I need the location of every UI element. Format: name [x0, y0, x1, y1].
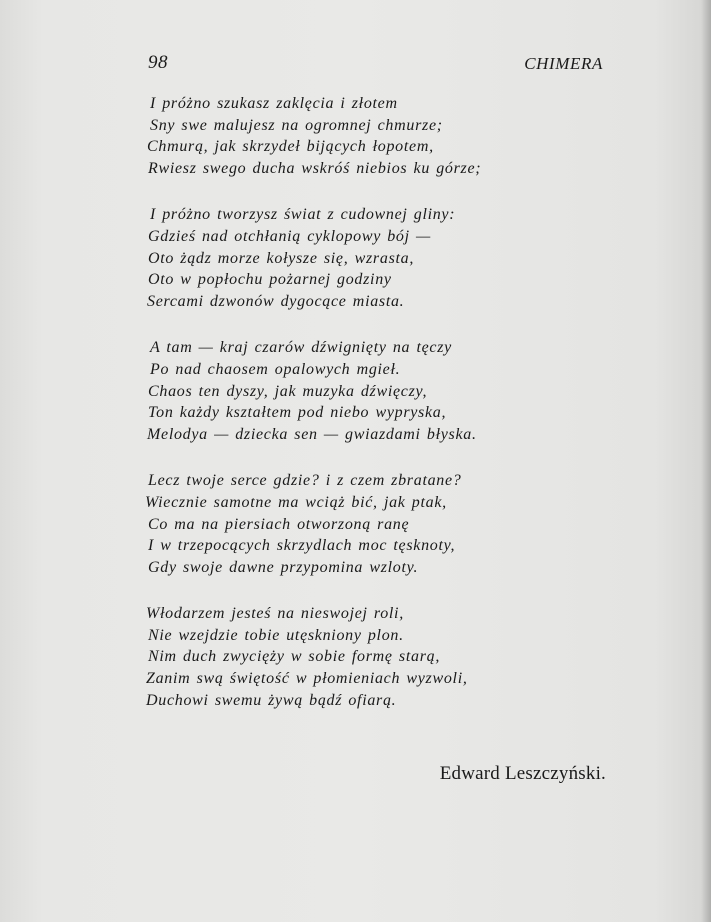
- poem-line: Chaos ten dyszy, jak muzyka dźwięczy,: [148, 382, 428, 400]
- poem-line: Ton każdy kształtem pod niebo wypryska,: [148, 404, 447, 422]
- poem-line: Sny swe malujesz na ogromnej chmurze;: [150, 116, 443, 134]
- poem-line: Melodya — dziecka sen — gwiazdami błyska.: [147, 425, 477, 443]
- poem-line: Duchowi swemu żywą bądź ofiarą.: [146, 691, 397, 709]
- poem-line: Lecz twoje serce gdzie? i z czem zbratane?: [148, 472, 462, 490]
- poem-line: Chmurą, jak skrzydeł bijących łopotem,: [147, 138, 434, 156]
- author-signature: Edward Leszczyński.: [439, 763, 606, 784]
- poem-line: I w trzepocących skrzydlach moc tęsknoty,: [148, 537, 456, 555]
- running-head: CHIMERA: [524, 54, 603, 73]
- poem-line: I próżno szukasz zaklęcia i złotem: [150, 95, 398, 112]
- poem-line: Wiecznie samotne ma wciąż bić, jak ptak,: [145, 493, 447, 511]
- stanza-4: [0, 470, 711, 578]
- poem-line: Włodarzem jesteś na nieswojej roli,: [146, 605, 404, 623]
- poem-line: Gdy swoje dawne przypomina wzloty.: [148, 558, 419, 576]
- stanza-3: [0, 337, 711, 445]
- poem-line: Po nad chaosem opalowych mgieł.: [150, 360, 401, 378]
- stanza-5: [0, 603, 711, 711]
- poem: [0, 93, 711, 736]
- stanza-2: [0, 204, 711, 312]
- poem-line: I próżno tworzysz świat z cudownej gliny:: [150, 206, 456, 224]
- poem-line: Nie wzejdzie tobie utęskniony plon.: [148, 626, 404, 644]
- stanza-1: [0, 93, 711, 179]
- poem-line: Nim duch zwycięży w sobie formę starą,: [148, 648, 441, 666]
- poem-line: Zanim swą świętość w płomieniach wyzwoli,: [146, 670, 468, 688]
- poem-line: Oto w popłochu pożarnej godziny: [148, 271, 392, 289]
- poem-line: Rwiesz swego ducha wskróś niebios ku górze;: [148, 159, 482, 177]
- poem-line: Oto żądz morze kołysze się, wzrasta,: [148, 249, 415, 267]
- poem-line: Sercami dzwonów dygocące miasta.: [147, 292, 405, 310]
- poem-line: Gdzieś nad otchłanią cyklopowy bój —: [148, 227, 431, 245]
- poem-line: Co ma na piersiach otworzoną ranę: [148, 515, 410, 533]
- page-number: 98: [148, 52, 168, 73]
- poem-line: A tam — kraj czarów dźwignięty na tęczy: [150, 339, 452, 357]
